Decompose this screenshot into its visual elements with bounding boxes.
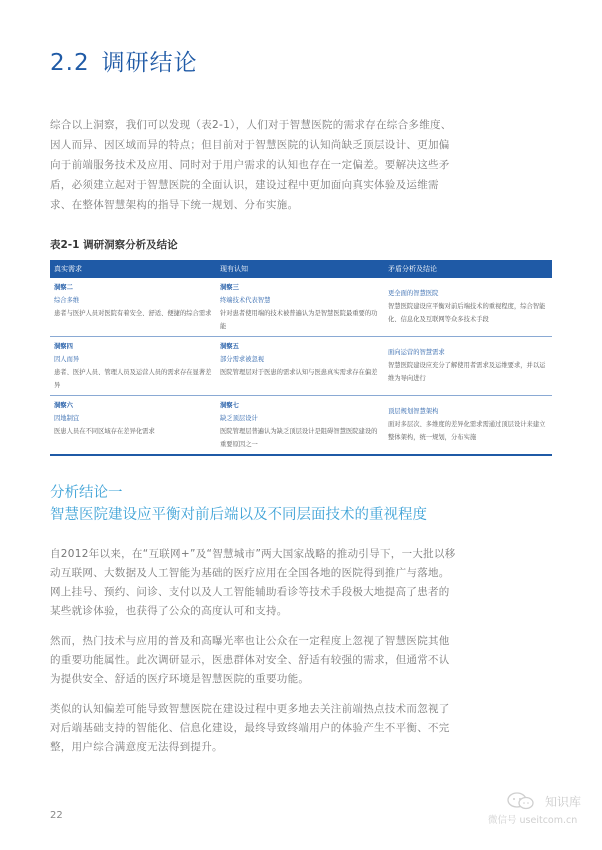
table-cell: [50, 337, 216, 396]
insight-table: [50, 260, 552, 456]
insight-subtitle: 终端技术代表智慧: [220, 297, 271, 304]
conclusion-subtitle: 面向运营的智慧需求: [388, 349, 445, 356]
section-number: 2.2: [50, 50, 90, 76]
watermark-account: 微信号 useitcom.cn: [488, 815, 578, 826]
table-row: [50, 278, 552, 337]
table-cell: [216, 278, 384, 337]
insight-text: 患者与医护人员对医院有着安全、舒适、便捷的综合需求: [54, 310, 212, 317]
table-cell: [384, 278, 552, 337]
conclusion-subtitle: 更全面的智慧医院: [388, 290, 439, 297]
table-cell: [50, 278, 216, 337]
body-paragraph: 自2012年以来，在“互联网+”及“智慧城市”两大国家战略的推动引导下，一大批以移动互联网、大数据及人工智能为基础的医疗应用在全国各地的医院得到推广与落地。网上挂号、预约、问诊、支付以及人工智能辅助看诊等技术手段极大地提高了患者的某些就诊体验，也获得了公众的高度认可和支持。: [50, 548, 456, 617]
page-number: 22: [50, 810, 63, 821]
table-cell: [50, 396, 216, 456]
table-header-row: [50, 260, 552, 278]
insight-subtitle: 因人而异: [54, 356, 80, 363]
analysis-label: 分析结论一: [50, 485, 123, 501]
watermark-name: 知识库: [545, 795, 582, 809]
table-cell: [384, 337, 552, 396]
insight-label: 洞察四: [54, 343, 73, 350]
insight-text: 医患人员在不同区域存在差异化需求: [54, 428, 155, 435]
body-paragraph: 类似的认知偏差可能导致智慧医院在建设过程中更多地去关注前端热点技术而忽视了对后端基础支持的智能化、信息化建设，最终导致终端用户的体验产生不平衡、不完整，用户综合满意度无法得到提升。: [50, 703, 450, 753]
conclusion-text: 面对多层次、多维度的差异化需求需通过顶层设计来建立整体架构，统一规划，分布实施: [388, 421, 546, 441]
insight-label: 洞察五: [220, 343, 239, 350]
table-cell: [384, 396, 552, 456]
wechat-icon: [506, 791, 540, 811]
conclusion-text: 智慧医院建设应平衡对前后端技术的重视程度，综合智能化、信息化及互联网等众多技术手段: [388, 303, 546, 323]
table-row: [50, 337, 552, 396]
analysis-heading: [50, 482, 427, 526]
analysis-title: 智慧医院建设应平衡对前后端以及不同层面技术的重视程度: [50, 507, 427, 523]
table-header-cell: 真实需求: [50, 260, 216, 278]
insight-text: 医院管理层普遍认为缺乏顶层设计是阻碍智慧医院建设的重要原因之一: [220, 428, 378, 448]
conclusion-subtitle: 顶层规划智慧架构: [388, 408, 439, 415]
insight-label: 洞察六: [54, 402, 73, 409]
insight-subtitle: 缺乏顶层设计: [220, 415, 258, 422]
insight-text: 针对患者使用端的技术被普遍认为是智慧医院最重要的功能: [220, 310, 378, 330]
insight-text: 患者、医护人员、管理人员及运营人员的需求存在显著差异: [54, 369, 212, 389]
table-caption: 表2-1 调研洞察分析及结论: [50, 239, 178, 251]
table-row: [50, 396, 552, 456]
section-title: 调研结论: [101, 50, 198, 76]
table-cell: [216, 337, 384, 396]
conclusion-text: 智慧医院建设应充分了解使用者需求及运维要求，并以运维为导向进行: [388, 362, 546, 382]
insight-label: 洞察二: [54, 284, 73, 291]
insight-label: 洞察三: [220, 284, 239, 291]
insight-subtitle: 综合多维: [54, 297, 80, 304]
insight-subtitle: 部分需求被忽视: [220, 356, 265, 363]
table-cell: [216, 396, 384, 456]
intro-paragraph: 综合以上洞察，我们可以发现（表2-1），人们对于智慧医院的需求存在综合多维度、因人而异、因区域而异的特点；但目前对于智慧医院的认知尚缺乏顶层设计、更加偏向于前端服务技术及应用、同时对于用户需求的认知也存在一定偏差。要解决这些矛盾，必须建立起对于智慧医院的全面认识，建设过程中更加面向真实体验及运维需求、在整体智慧架构的指导下统一规划、分布实施。: [50, 119, 452, 211]
body-paragraph: 然而，热门技术与应用的普及和高曝光率也让公众在一定程度上忽视了智慧医院其他的重要功能属性。此次调研显示，医患群体对安全、舒适有较强的需求，但通常不认为提供安全、舒适的医疗环境是智慧医院的重要功能。: [50, 635, 450, 685]
table-header-cell: 矛盾分析及结论: [384, 260, 552, 278]
section-heading: [50, 44, 198, 77]
insight-text: 医院管理层对于医患的需求认知与医患真实需求存在偏差: [220, 369, 378, 376]
insight-subtitle: 因地制宜: [54, 415, 80, 422]
insight-label: 洞察七: [220, 402, 239, 409]
table-header-cell: 现有认知: [216, 260, 384, 278]
